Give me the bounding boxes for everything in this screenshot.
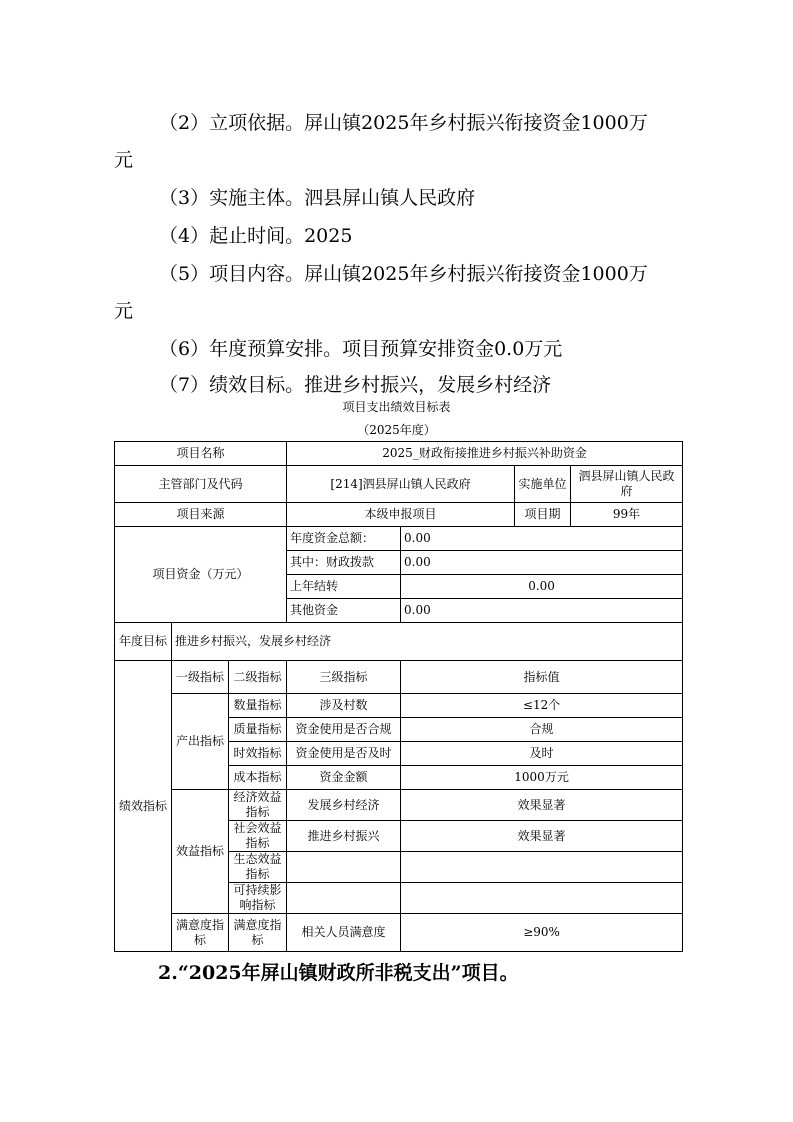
level3-cell: 涉及村数 — [287, 694, 401, 718]
table-row — [115, 623, 683, 661]
table-row — [115, 527, 683, 551]
table-row — [115, 503, 683, 527]
annual-goal-label: 年度目标 — [115, 623, 172, 661]
funds-item-label: 上年结转 — [287, 575, 401, 599]
level3-cell — [287, 883, 401, 914]
para-content-cont: 元 — [114, 300, 134, 322]
satisfaction-label: 满意度指标 — [172, 914, 229, 952]
table-row — [115, 466, 683, 503]
value-cell: 合规 — [401, 718, 683, 742]
output-label: 产出指标 — [172, 694, 229, 790]
level2-cell: 数量指标 — [229, 694, 287, 718]
level2-cell: 社会效益指标 — [229, 821, 287, 852]
source-label: 项目来源 — [115, 503, 287, 527]
table-row — [115, 442, 683, 466]
level2-cell: 可持续影响指标 — [229, 883, 287, 914]
level3-cell: 推进乡村振兴 — [287, 821, 401, 852]
level3-cell — [287, 852, 401, 883]
unit-value: 泗县屏山镇人民政府 — [571, 466, 683, 503]
funds-item-value: 0.00 — [401, 551, 683, 575]
para-implementer: （3）实施主体。泗县屏山镇人民政府 — [159, 187, 476, 209]
unit-label: 实施单位 — [515, 466, 571, 503]
level3-cell: 发展乡村经济 — [287, 790, 401, 821]
level3-cell: 相关人员满意度 — [287, 914, 401, 952]
level3-cell: 资金使用是否及时 — [287, 742, 401, 766]
perf-label: 绩效指标 — [115, 661, 172, 952]
value-cell: ≤12个 — [401, 694, 683, 718]
table-title: 项目支出绩效目标表 — [342, 400, 451, 414]
funds-item-label: 其中：财政拨款 — [287, 551, 401, 575]
funds-item-value: 0.00 — [401, 575, 683, 599]
level2-cell: 成本指标 — [229, 766, 287, 790]
source-value: 本级申报项目 — [287, 503, 515, 527]
funds-item-label: 年度资金总额： — [287, 527, 401, 551]
header-level1: 一级指标 — [172, 661, 229, 694]
level2-cell: 生态效益指标 — [229, 852, 287, 883]
table-row — [115, 914, 683, 952]
period-value: 99年 — [571, 503, 683, 527]
table-year: （2025年度） — [357, 423, 436, 437]
value-cell — [401, 883, 683, 914]
value-cell: 1000万元 — [401, 766, 683, 790]
para-goal: （7）绩效目标。推进乡村振兴，发展乡村经济 — [159, 374, 552, 396]
value-cell: ≥90% — [401, 914, 683, 952]
funds-item-value: 0.00 — [401, 599, 683, 623]
value-cell: 效果显著 — [401, 790, 683, 821]
header-value: 指标值 — [401, 661, 683, 694]
header-level2: 二级指标 — [229, 661, 287, 694]
period-label: 项目期 — [515, 503, 571, 527]
table-row — [115, 694, 683, 718]
level2-cell: 经济效益指标 — [229, 790, 287, 821]
para-basis: （2）立项依据。屏山镇2025年乡村振兴衔接资金1000万 — [159, 112, 648, 134]
para-period: （4）起止时间。2025 — [159, 225, 353, 247]
table-row — [115, 790, 683, 821]
benefit-label: 效益指标 — [172, 790, 229, 914]
dept-label: 主管部门及代码 — [115, 466, 287, 503]
level2-cell: 时效指标 — [229, 742, 287, 766]
project-name: 2025_财政衔接推进乡村振兴补助资金 — [287, 442, 683, 466]
value-cell: 效果显著 — [401, 821, 683, 852]
value-cell: 及时 — [401, 742, 683, 766]
section-heading: 2.“2025年屏山镇财政所非税支出”项目。 — [158, 962, 519, 984]
level3-cell: 资金金额 — [287, 766, 401, 790]
para-budget: （6）年度预算安排。项目预算安排资金0.0万元 — [159, 338, 563, 360]
performance-table — [114, 441, 683, 952]
para-basis-cont: 元 — [114, 149, 134, 171]
project-name-label: 项目名称 — [115, 442, 287, 466]
dept-value: [214]泗县屏山镇人民政府 — [287, 466, 515, 503]
value-cell — [401, 852, 683, 883]
level3-cell: 资金使用是否合规 — [287, 718, 401, 742]
funds-item-label: 其他资金 — [287, 599, 401, 623]
annual-goal: 推进乡村振兴，发展乡村经济 — [172, 623, 683, 661]
para-content: （5）项目内容。屏山镇2025年乡村振兴衔接资金1000万 — [159, 263, 648, 285]
funds-item-value: 0.00 — [401, 527, 683, 551]
funds-label: 项目资金（万元） — [115, 527, 287, 623]
level2-cell: 质量指标 — [229, 718, 287, 742]
header-level3: 三级指标 — [287, 661, 401, 694]
table-row — [115, 661, 683, 694]
level2-cell: 满意度指标 — [229, 914, 287, 952]
